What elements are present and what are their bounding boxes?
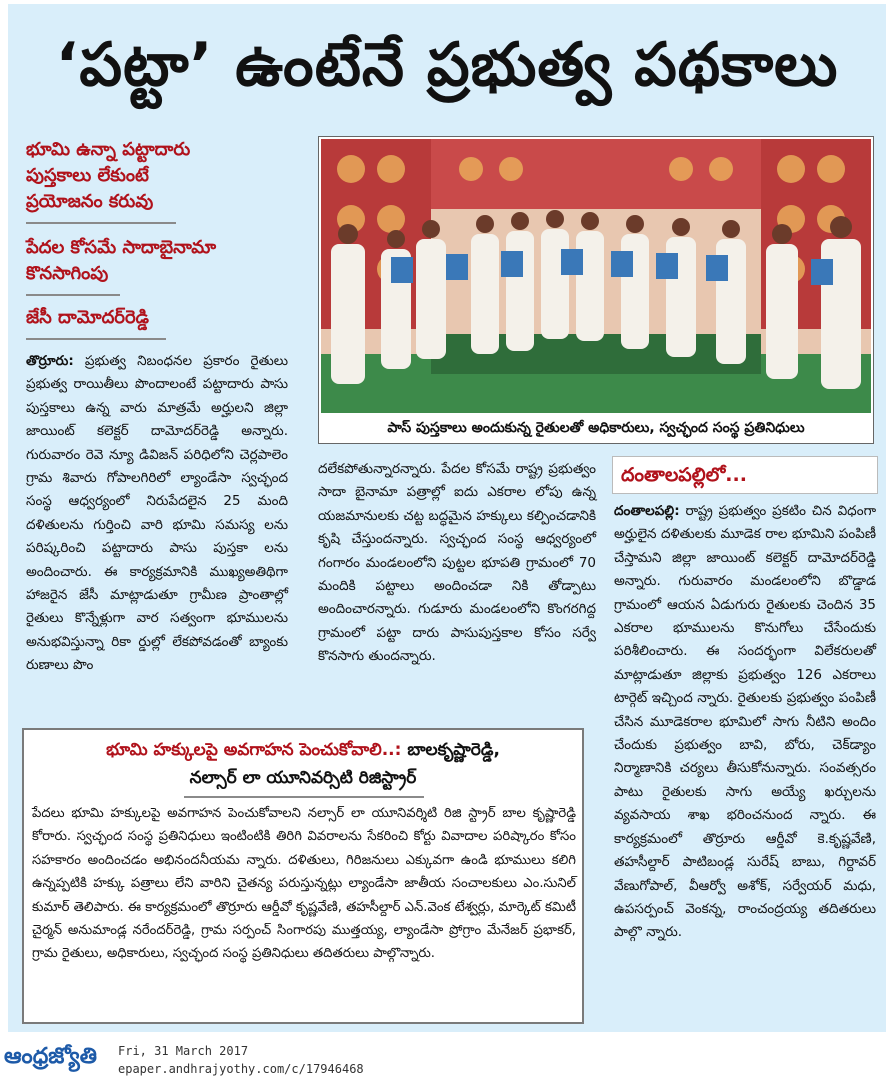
boxed-story-subtitle: నల్సార్ లా యూనివర్సిటి రిజిస్ట్రార్ (189, 768, 417, 788)
side-dateline: దంతాలపల్లి: (614, 503, 680, 519)
subhead-divider (26, 222, 176, 224)
edition-date: Fri, 31 March 2017 (118, 1044, 249, 1058)
article-text: దలేకపోతున్నారన్నారు. పేదల కోసమే రాష్ట్ర ప్రభుత్వం సాదా బైనామా పత్రాల్లో ఐదు ఎకరాల లోపు ఉన్న యజమానులకు చట్ట బద్ధమైన హక్కులు కల్పించడానికి కృషి చేస్తుందన్నారు. స్వచ్ఛంద సంస్థ ఆధ్వర్యంలో గంగారం మండలంలోని పుట్టల భూపతి గ్రామంలో 70 మందికి పట్టాలు అందించడా నికి తోడ్పాటు అందించారన్నారు. గుడూరు మండలంలోని కొంగరగిద్ద గ్రామంలో పట్టా దారు పాసుపుస్తకాల కోసం సర్వే కొనసాగు తుందన్నారు. (318, 461, 596, 665)
subhead-4: పేదల కోసమే సాదాబైనామా (26, 237, 217, 258)
boxed-story-title (24, 738, 582, 762)
andhrajyothy-logo: ఆంధ్రజ్యోతి (4, 1044, 97, 1069)
subhead-3: ప్రయోజనం కరువు (26, 191, 154, 212)
side-story-title: దంతాలపల్లిలో... (612, 456, 878, 494)
subhead-divider (26, 294, 120, 296)
headline: ‘పట్టా’ ఉంటేనే ప్రభుత్వ పథకాలు (55, 30, 839, 100)
article-text: ప్రభుత్వ నిబంధనల ప్రకారం రైతులు ప్రభుత్వ రాయితీలు పొందాలంటే పట్టాదారు పాసు పుస్తకాలు ఉన్న వారు మాత్రమే అర్హులని జిల్లా జాయింట్ కలెక్టర్ దామోదర్‌రెడ్డి అన్నారు. గురువారం రెవె న్యూ డివిజన్ పరిధిలోని చెర్లపాలెం గ్రామ శివారు గోపాలగిరిలో ల్యాండేసా స్వచ్ఛంద సంస్థ ఆధ్వర్యంలో నిరుపేదలైన 25 మంది దళితులను గుర్తించి వారి భూమి సమస్య లను పరిష్కరించి పట్టాదారు పాసు పుస్తకా లను అందించారు. ఈ కార్యక్రమానికి ముఖ్యఅతిథిగా హాజరైన జేసీ మాట్లాడుతూ గ్రామీణ ప్రాంతాల్లో రైతులు కొన్నేళ్లుగా వార సత్వంగా భూములను అనుభవిస్తున్నా రికా ర్డుల్లో లేకపోవడంతో బ్యాంకు రుణాలు పొం (26, 353, 288, 674)
boxed-story-divider (184, 796, 424, 798)
subhead-1: భూమి ఉన్నా పట్టాదారు (26, 139, 191, 160)
farmers-group-photo (321, 139, 871, 413)
side-text: రాష్ట్ర ప్రభుత్వం ప్రకటిం చిన విధంగా అర్హులైన దళితులకు మూడెక రాల భూమిని పంపిణీ చేస్తామని జిల్లా జాయింట్ కలెక్టర్ దామోదర్‌రెడ్డి అన్నారు. గురువారం మండలంలోని బొడ్డాడ గ్రామంలో ఆయన ఏడుగురు రైతులకు చెందిన 35 ఎకరాల భూములను కొనుగోలు చేసేందుకు పరిశీలించారు. ఈ సందర్భంగా విలేకరులతో మాట్లాడుతూ జిల్లాకు ప్రభుత్వం 126 ఎకరాలు టార్గెట్ ఇచ్చింద న్నారు. రైతులకు ప్రభుత్వం పంపిణీ చేసిన మూడెకరాల భూమిలో సాగు నీటిని అందిం చేందుకు ప్రభుత్వం బావి, బోరు, చెక్‌డ్యాం నిర్మాణానికి చర్యలు తీసుకోనున్నారు. సంవత్సరం పాటు రైతులకు సాగు అయ్యే ఖర్చులను వ్యవసాయ శాఖ భరించనుంద న్నారు. ఈ కార్యక్రమంలో తొర్రూరు ఆర్డీవో కె.కృష్ణవేణి, తహసీల్దార్ పాటిబండ్ల సురేష్ బాబు, గిర్దావర్ వేణుగోపాల్, వీఆర్వో అశోక్, సర్వేయర్ మధు, ఉపసర్పంచ్ వెంకన్న, రాంచంద్రయ్య తదితరులు పాల్గొ న్నారు. (614, 503, 876, 941)
boxed-story-title-name: బాలకృష్ణారెడ్డి, (407, 740, 500, 760)
epaper-url[interactable]: epaper.andhrajyothy.com/c/17946468 (118, 1062, 364, 1076)
subhead-6: జేసీ దామోదర్‌రెడ్డి (26, 307, 149, 328)
boxed-story (22, 728, 584, 1024)
article-column-1 (26, 350, 288, 678)
article-column-2 (318, 458, 596, 669)
photo-caption: పాస్ పుస్తకాలు అందుకున్న రైతులతో అధికారులు, స్వచ్ఛంద సంస్థ ప్రతినిధులు (387, 420, 805, 436)
subhead-5: కొనసాగింపు (26, 263, 109, 284)
subhead-divider (26, 338, 166, 340)
side-story-column (614, 500, 876, 945)
boxed-story-text: పేదలు భూమి హక్కులపై అవగాహన పెంచుకోవాలని నల్సార్ లా యూనివర్శిటి రిజి స్ట్రార్ బాల కృష్ణారెడ్డి కోరారు. స్వచ్ఛంద సంస్థ ప్రతినిధులు ఇంటింటికి తిరిగి వివరాలను సేకరించి కోర్టు వివాదాల పరిష్కారం కోసం సహకారం అందించడం అభినందనీయమ న్నారు. దళితులు, గిరిజనులు ఎక్కువగా ఉండి భూములు కలిగి ఉన్నప్పటికి హక్కు పత్రాలు లేని వారిని చైతన్య పరుస్తున్నట్లు ల్యాండేసా జాతీయ సంచాలకులు ఎం.సునిల్ కుమార్ తెలిపారు. ఈ కార్యక్రమంలో తొర్రూరు ఆర్డీవో కృష్ణవేణి, తహసీల్దార్ ఎన్.వెంక టేశ్వర్లు, మార్కెట్ కమిటీ చైర్మన్ అనుమాండ్ల నరేందర్‌రెడ్డి, గ్రామ సర్పంచ్ సింగారపు ముత్తయ్య, ల్యాండేసా ప్రోగ్రాం మేనేజర్ ప్రభాకర్, గ్రామ రైతులు, అధికారులు, స్వచ్ఛంద సంస్థ ప్రతినిధులు తదితరులు పాల్గొన్నారు. (32, 806, 576, 962)
news-photo (321, 139, 871, 413)
news-photo-frame (318, 136, 874, 444)
epaper-footer (0, 1038, 892, 1084)
boxed-story-title-red: భూమి హక్కులపై అవగాహన పెంచుకోవాలి..: (106, 740, 402, 760)
subhead-2: పుస్తకాలు లేకుంటే (26, 165, 149, 186)
dateline: తొర్రూరు: (26, 353, 74, 369)
